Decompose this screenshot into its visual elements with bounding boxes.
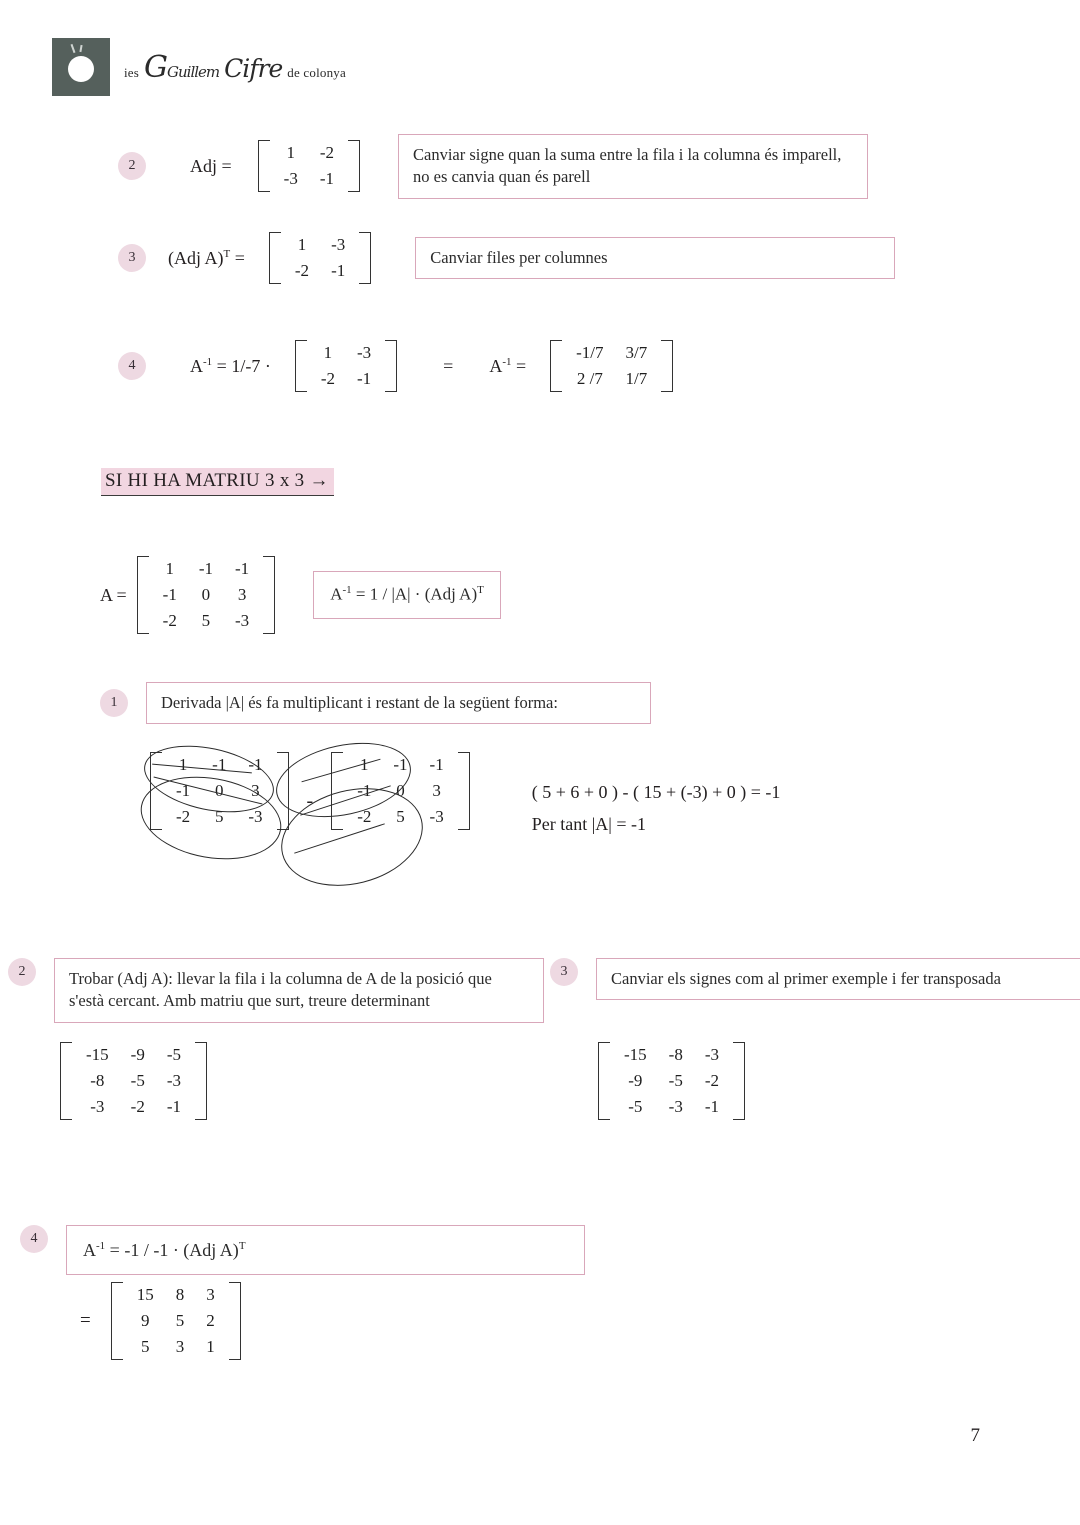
cell: -8 xyxy=(668,1045,683,1064)
cell: -2 xyxy=(130,1097,145,1116)
step-4-block xyxy=(118,340,683,392)
formula-sup-4: T xyxy=(238,1240,246,1252)
formula-body-2: = -1 / -1 · (Adj A) xyxy=(109,1240,239,1260)
sarrus-separator: - xyxy=(306,790,314,812)
logo-tick-icon xyxy=(71,44,76,53)
step-badge-2: 2 xyxy=(118,152,146,180)
cell: -9 xyxy=(628,1071,643,1090)
cell: 3/7 xyxy=(625,343,648,362)
cell: -1 xyxy=(393,755,408,774)
cell: -3 xyxy=(668,1097,683,1116)
sarrus-matrix-right xyxy=(321,752,480,830)
cell: 5 xyxy=(215,807,224,826)
adj-transpose-label xyxy=(168,248,245,269)
step-2-block xyxy=(118,134,868,199)
cell: -15 xyxy=(624,1045,647,1064)
cell: -2 xyxy=(704,1071,720,1090)
cell: -1 xyxy=(319,169,334,189)
school-name-first xyxy=(144,50,219,85)
bracket-left xyxy=(598,1042,610,1120)
cell: -1 xyxy=(176,781,191,800)
cell: -3 xyxy=(429,807,444,826)
adj-label: Adj = xyxy=(190,155,232,176)
cell: -3 xyxy=(356,343,372,362)
inverse-a-2: A xyxy=(489,355,503,376)
cell: -1 xyxy=(356,369,372,388)
cell: -2 xyxy=(357,807,372,826)
bracket-right xyxy=(348,140,360,192)
cell: -1 xyxy=(166,1097,182,1116)
adj-matrix xyxy=(248,140,370,192)
cell: -3 xyxy=(235,611,250,630)
cell: -3 xyxy=(704,1045,720,1064)
school-name-last: Cifre xyxy=(224,53,283,83)
matrix-a xyxy=(127,556,286,634)
page-number: 7 xyxy=(970,1425,980,1446)
school-name xyxy=(124,50,346,85)
step-3-note: Canviar files per columnes xyxy=(415,237,895,279)
formula-a: A xyxy=(330,584,343,604)
cell: 0 xyxy=(201,585,211,604)
cell: -2 xyxy=(162,611,177,630)
sarrus-matrix-left xyxy=(140,752,299,830)
cell: -2 xyxy=(320,369,335,388)
cell: -1 xyxy=(357,781,372,800)
adj-transpose-matrix xyxy=(259,232,381,284)
school-logo xyxy=(52,38,110,96)
bracket-left xyxy=(60,1042,72,1120)
step-badge-3: 3 xyxy=(118,244,146,272)
school-name-initial: G xyxy=(144,49,168,85)
cell: -2 xyxy=(294,261,310,280)
step-3b-matrix-wrap xyxy=(588,1042,755,1125)
bracket-left xyxy=(137,556,149,634)
cell: -5 xyxy=(130,1071,145,1090)
cell: -15 xyxy=(86,1045,109,1064)
step-2b-note: Trobar (Adj A): llevar la fila i la columna de A de la posició que s'està cercant. Amb matriu que surt, treure determinant xyxy=(54,958,544,1023)
inverse-source-matrix xyxy=(285,340,407,392)
cell: -1 xyxy=(704,1097,720,1116)
bracket-left xyxy=(331,752,343,830)
cell: 8 xyxy=(175,1285,185,1304)
bracket-right xyxy=(385,340,397,392)
step-3b-note: Canviar els signes com al primer exemple i fer transposada xyxy=(596,958,1080,1000)
bracket-left xyxy=(550,340,562,392)
cell: 1 xyxy=(360,755,369,774)
cell: 3 xyxy=(432,781,441,800)
cell: 2 /7 xyxy=(576,369,603,388)
cell: 2 xyxy=(206,1311,215,1330)
cell: 15 xyxy=(136,1285,154,1304)
step-2b-matrix-wrap xyxy=(50,1042,217,1125)
step-4b-formula xyxy=(66,1225,585,1275)
cell: 3 xyxy=(251,781,260,800)
inverse-label-2 xyxy=(489,356,526,377)
bracket-right xyxy=(229,1282,241,1360)
cell: 0 xyxy=(396,781,405,800)
bracket-right xyxy=(458,752,470,830)
cell: 3 xyxy=(175,1337,185,1356)
cell: -5 xyxy=(668,1071,683,1090)
cell: 3 xyxy=(206,1285,215,1304)
formula-a-2: A xyxy=(83,1240,96,1260)
inverse-a: A xyxy=(190,355,203,376)
cell: 1 xyxy=(286,143,295,163)
bracket-right xyxy=(359,232,371,284)
step-badge-2b: 2 xyxy=(8,958,36,986)
cell: -1 xyxy=(198,559,214,578)
determinant-line-2: Per tant |A| = -1 xyxy=(531,814,647,835)
cell: -1 xyxy=(212,755,227,774)
cell: 1 xyxy=(323,343,333,362)
page-header xyxy=(52,38,346,96)
sarrus-block xyxy=(140,752,780,841)
cell: -1 xyxy=(235,559,250,578)
matrix-a-label: A = xyxy=(100,584,127,605)
step-3-block xyxy=(118,232,895,284)
cell: -1 xyxy=(248,755,263,774)
cell: 3 xyxy=(237,585,247,604)
formula-sup-3: -1 xyxy=(96,1240,106,1252)
cell: -1 xyxy=(331,261,346,280)
logo-tick-icon-2 xyxy=(79,45,82,52)
cell: -3 xyxy=(331,235,346,254)
school-prefix: ies xyxy=(124,64,140,80)
inverse-label xyxy=(190,356,271,377)
cell: -2 xyxy=(319,143,334,163)
cell: -3 xyxy=(248,807,263,826)
step-4b-matrix-wrap xyxy=(80,1282,251,1360)
cell: 1 xyxy=(206,1337,215,1356)
final-inverse-matrix xyxy=(101,1282,251,1360)
step-3b-block xyxy=(550,958,1080,1000)
cell: -5 xyxy=(628,1097,643,1116)
cell: -3 xyxy=(166,1071,182,1090)
step-badge-4: 4 xyxy=(118,352,146,380)
equals-sign: = xyxy=(234,247,245,268)
bracket-right xyxy=(277,752,289,830)
school-name-first-text: Guillem xyxy=(167,62,220,81)
cell: 1 xyxy=(165,559,174,578)
formula-sup-2: T xyxy=(477,584,484,597)
matrix-a-block xyxy=(100,556,501,634)
bracket-right xyxy=(733,1042,745,1120)
cell: 5 xyxy=(175,1311,185,1330)
bracket-right xyxy=(661,340,673,392)
bracket-left xyxy=(269,232,281,284)
cell: 5 xyxy=(201,611,211,630)
formula-sup: -1 xyxy=(342,584,352,597)
determinant-calculation xyxy=(532,752,781,841)
cell: -1 xyxy=(162,585,177,604)
cell: 1 xyxy=(297,235,307,254)
equals-sign-3: = xyxy=(515,355,527,376)
bracket-left xyxy=(258,140,270,192)
cell: 1/7 xyxy=(625,369,648,388)
step-badge-1b: 1 xyxy=(100,689,128,717)
inverse-formula-callout xyxy=(313,571,501,619)
step-2-note: Canviar signe quan la suma entre la fila i la columna és imparell, no es canvia quan és parell xyxy=(398,134,868,199)
step-4b-block xyxy=(20,1225,585,1275)
cell: -8 xyxy=(90,1071,105,1090)
bracket-right xyxy=(195,1042,207,1120)
equals-sign-4: = xyxy=(80,1310,91,1331)
inverse-scalar: = 1/-7 · xyxy=(216,355,271,376)
cell: 5 xyxy=(396,807,405,826)
step-1b-note: Derivada |A| és fa multiplicant i restant de la següent forma: xyxy=(146,682,651,724)
school-suffix: de colonya xyxy=(287,64,346,80)
cell: 1 xyxy=(178,755,188,774)
cell: -3 xyxy=(283,169,298,189)
cell: -3 xyxy=(90,1097,105,1116)
bracket-left xyxy=(150,752,162,830)
step-badge-4b: 4 xyxy=(20,1225,48,1253)
section-title: SI HI HA MATRIU 3 x 3 → xyxy=(101,468,334,496)
step-badge-3b: 3 xyxy=(550,958,578,986)
adj-minors-matrix xyxy=(50,1042,217,1120)
cell: -9 xyxy=(130,1045,145,1064)
step-1b-block xyxy=(100,682,651,724)
adj-transposed-matrix xyxy=(588,1042,755,1120)
equals-sign-2: = xyxy=(443,355,454,376)
logo-circle-icon xyxy=(68,56,94,82)
determinant-line-1: ( 5 + 6 + 0 ) - ( 15 + (-3) + 0 ) = -1 xyxy=(531,782,781,802)
cell: -2 xyxy=(176,807,191,826)
transpose-sup: T xyxy=(223,247,231,260)
cell: 5 xyxy=(140,1337,150,1356)
cell: -1/7 xyxy=(576,343,604,362)
bracket-left xyxy=(295,340,307,392)
inverse-result-matrix xyxy=(540,340,683,392)
inverse-sup-2: -1 xyxy=(502,355,512,368)
step-2b-block xyxy=(8,958,544,1023)
cell: -1 xyxy=(429,755,444,774)
bracket-right xyxy=(263,556,275,634)
bracket-left xyxy=(111,1282,123,1360)
cell: 9 xyxy=(140,1311,150,1330)
cell: 0 xyxy=(215,781,224,800)
adj-transpose-text: (Adj A) xyxy=(168,247,224,268)
cell: -5 xyxy=(166,1045,182,1064)
inverse-sup: -1 xyxy=(203,355,213,368)
formula-body: = 1 / |A| · (Adj A) xyxy=(355,584,478,604)
